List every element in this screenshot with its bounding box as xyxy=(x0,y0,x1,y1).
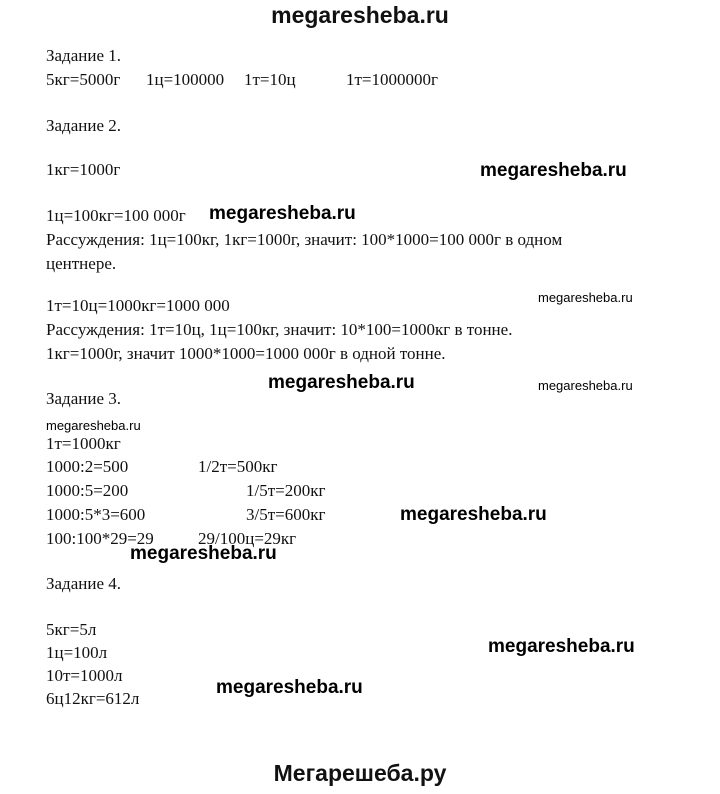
task-3-result: 29/100ц=29кг xyxy=(198,529,297,548)
task-2-line: 1кг=1000г, значит 1000*1000=1000 000г в одной тонне. xyxy=(46,344,446,363)
watermark: megaresheba.ru xyxy=(216,677,363,698)
task-3-calc: 1000:5*3=600 xyxy=(46,505,146,524)
task-2-line: 1т=10ц=1000кг=1000 000 xyxy=(46,296,230,315)
task-3-calc: 1000:2=500 xyxy=(46,457,129,476)
task-1-title: Задание 1. xyxy=(46,46,121,65)
task-3-result: 3/5т=600кг xyxy=(246,505,326,524)
task-3-title: Задание 3. xyxy=(46,389,121,408)
task-3-calc: 100:100*29=29 xyxy=(46,529,154,548)
watermark: megaresheba.ru xyxy=(209,203,356,224)
site-header: megaresheba.ru xyxy=(271,2,449,28)
watermark: megaresheba.ru xyxy=(538,378,633,393)
task-2-line: Рассуждения: 1ц=100кг, 1кг=1000г, значит: 100*1000=100 000г в одном xyxy=(46,230,563,249)
watermark: megaresheba.ru xyxy=(538,290,633,305)
watermark: megaresheba.ru xyxy=(400,504,547,525)
task-1-item: 1ц=100000 xyxy=(146,70,225,89)
site-footer: Мегарешеба.ру xyxy=(273,760,447,786)
task-2-line: Рассуждения: 1т=10ц, 1ц=100кг, значит: 10*100=1000кг в тонне. xyxy=(46,320,513,339)
watermark: megaresheba.ru xyxy=(488,636,635,657)
task-1-item: 1т=10ц xyxy=(244,70,296,89)
task-1-item: 1т=1000000г xyxy=(346,70,438,89)
task-3-result: 1/5т=200кг xyxy=(246,481,326,500)
task-2-title: Задание 2. xyxy=(46,116,121,135)
watermark: megaresheba.ru xyxy=(268,372,415,393)
task-4-line: 5кг=5л xyxy=(46,620,97,639)
task-1-item: 5кг=5000г xyxy=(46,70,121,89)
task-2-line: 1ц=100кг=100 000г xyxy=(46,206,186,225)
watermark: megaresheba.ru xyxy=(480,160,627,181)
task-3-result: 1/2т=500кг xyxy=(198,457,278,476)
task-2-line: 1кг=1000г xyxy=(46,160,121,179)
task-4-line: 10т=1000л xyxy=(46,666,123,685)
task-2-line: центнере. xyxy=(46,254,117,273)
watermark: megaresheba.ru xyxy=(130,543,277,564)
task-4-title: Задание 4. xyxy=(46,574,121,593)
task-3-calc: 1000:5=200 xyxy=(46,481,129,500)
task-4-line: 6ц12кг=612л xyxy=(46,689,140,708)
watermark: megaresheba.ru xyxy=(46,418,141,433)
task-3-line: 1т=1000кг xyxy=(46,434,121,453)
task-4-line: 1ц=100л xyxy=(46,643,108,662)
